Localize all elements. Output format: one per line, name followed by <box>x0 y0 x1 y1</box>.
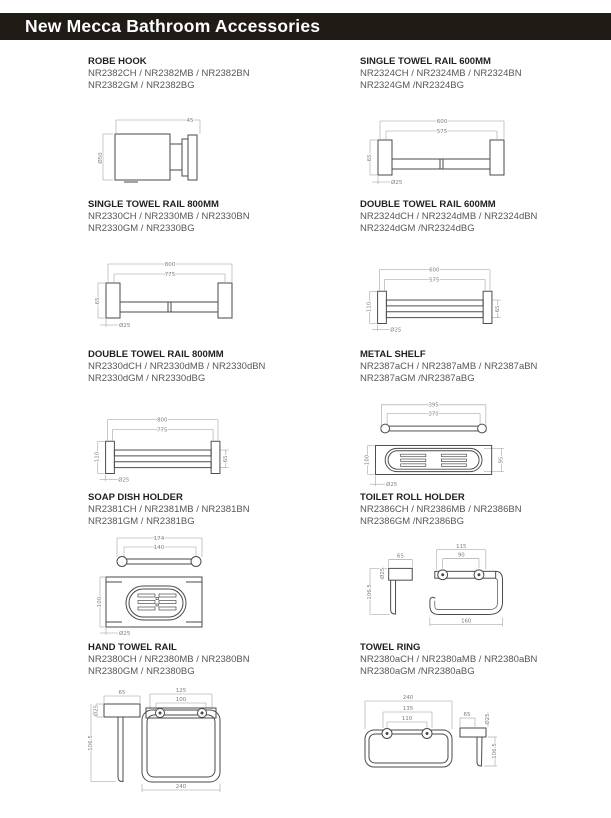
product-card-hand-towel-rail <box>88 642 360 799</box>
dimension-label: 45 <box>186 118 194 124</box>
dimension-label: 100 <box>175 697 187 703</box>
dimension-label: 65 <box>367 154 373 162</box>
technical-drawing-metal-shelf <box>360 397 573 492</box>
object-lines <box>106 283 232 318</box>
technical-drawing-single-rail-800 <box>88 251 288 343</box>
dimension-label: 800 <box>164 262 176 268</box>
product-title: TOWEL RING <box>360 642 421 653</box>
product-card-metal-shelf <box>360 349 611 492</box>
product-card-double-towel-rail-600 <box>360 199 611 349</box>
dimension-label: 115 <box>456 543 467 550</box>
dimension-label: Ø25 <box>118 477 130 484</box>
product-codes-line: NR2324CH / NR2324MB / NR2324BN <box>360 68 522 79</box>
product-card-single-towel-rail-600 <box>360 56 611 199</box>
product-codes-line: NR2380GM / NR2380BG <box>88 666 195 677</box>
dimension-label: Ø25 <box>485 713 491 725</box>
dimension-label: Ø25 <box>390 327 402 334</box>
product-card-soap-dish-holder <box>88 492 360 642</box>
product-title: METAL SHELF <box>360 349 426 360</box>
dimension-label: 106.5 <box>492 743 498 759</box>
product-card-double-towel-rail-800 <box>88 349 360 492</box>
product-card-robe-hook <box>88 56 360 199</box>
dish-slots <box>138 594 176 610</box>
product-codes-line: NR2380aCH / NR2380aMB / NR2380aBN <box>360 654 538 665</box>
dimension-label: Ø25 <box>93 704 100 717</box>
object-lines <box>115 134 197 182</box>
dimension-label: 240 <box>175 784 187 790</box>
product-codes-line: NR2330dGM / NR2330dBG <box>88 373 206 384</box>
technical-drawing-single-rail-600 <box>360 108 560 199</box>
product-codes-line: NR2382GM / NR2382BG <box>88 80 195 91</box>
technical-drawing-toilet-roll-holder <box>360 536 542 642</box>
object-lines <box>389 568 503 614</box>
dimension-label: 106.5 <box>367 584 374 600</box>
dimension-label: 135 <box>402 706 414 712</box>
dimension-label: Ø25 <box>119 631 131 637</box>
dimension-label: 395 <box>428 402 439 409</box>
page-title: New Mecca Bathroom Accessories <box>25 16 321 36</box>
dimension-label: 100 <box>97 596 103 608</box>
product-title: DOUBLE TOWEL RAIL 600MM <box>360 199 496 210</box>
dimension-label: 800 <box>157 417 168 424</box>
product-card-toilet-roll-holder <box>360 492 611 642</box>
dimension-label: Ø25 <box>391 180 403 186</box>
dimension-label: 65 <box>222 455 229 463</box>
product-codes-line: NR2324dCH / NR2324dMB / NR2324dBN <box>360 211 538 222</box>
dimension-label: Ø25 <box>119 323 131 329</box>
product-codes-line: NR2387aGM /NR2387aBG <box>360 373 475 384</box>
technical-drawing-soap-dish <box>92 532 252 640</box>
product-codes-line: NR2380aGM /NR2380aBG <box>360 666 475 677</box>
dimension-label: 575 <box>436 129 448 135</box>
shelf-slots <box>401 454 467 466</box>
dimension-label: 140 <box>153 545 165 551</box>
product-title: TOILET ROLL HOLDER <box>360 492 465 503</box>
dimension-label: 160 <box>461 618 472 625</box>
object-lines <box>106 557 202 628</box>
dimension-lines <box>103 120 200 180</box>
object-lines <box>365 728 486 767</box>
dimension-label: Ø50 <box>98 152 104 164</box>
product-title: SOAP DISH HOLDER <box>88 492 183 503</box>
dimension-label: 110 <box>401 716 413 722</box>
page-header <box>0 13 611 40</box>
product-title: SINGLE TOWEL RAIL 600MM <box>360 56 491 67</box>
dimension-label: 775 <box>164 272 176 278</box>
object-lines <box>104 704 220 782</box>
product-codes-line: NR2330GM / NR2330BG <box>88 223 195 234</box>
product-codes-line: NR2387aCH / NR2387aMB / NR2387aBN <box>360 361 538 372</box>
product-codes-line: NR2324GM /NR2324BG <box>360 80 465 91</box>
dimension-label: 95 <box>498 456 505 464</box>
product-grid <box>88 56 611 799</box>
dimension-label: 575 <box>429 277 440 284</box>
product-codes-line: NR2324dGM /NR2324dBG <box>360 223 475 234</box>
dimension-label: 240 <box>402 695 414 701</box>
dimension-label: Ø25 <box>379 567 386 579</box>
product-card-single-towel-rail-800 <box>88 199 360 349</box>
dimension-label: 106.5 <box>88 735 94 751</box>
product-card-towel-ring <box>360 642 611 799</box>
product-codes-line: NR2330dCH / NR2330dMB / NR2330dBN <box>88 361 266 372</box>
product-title: ROBE HOOK <box>88 56 147 67</box>
technical-drawing-double-rail-600 <box>360 255 575 348</box>
technical-drawing-towel-ring <box>360 688 545 798</box>
object-lines <box>375 424 491 474</box>
object-lines <box>378 140 504 175</box>
product-codes-line: NR2381CH / NR2381MB / NR2381BN <box>88 504 250 515</box>
dimension-label: 775 <box>157 427 168 434</box>
product-codes-line: NR2382CH / NR2382MB / NR2382BN <box>88 68 250 79</box>
product-codes-line: NR2330CH / NR2330MB / NR2330BN <box>88 211 250 222</box>
dimension-label: 65 <box>397 553 404 560</box>
technical-drawing-robe-hook <box>88 108 238 196</box>
dimension-label: 370 <box>428 411 439 418</box>
dimension-label: 174 <box>153 536 165 542</box>
technical-drawing-double-rail-800 <box>88 405 303 492</box>
product-title: SINGLE TOWEL RAIL 800MM <box>88 199 219 210</box>
dimension-label: 125 <box>175 688 187 694</box>
dimension-label: 600 <box>429 267 440 274</box>
product-codes-line: NR2386CH / NR2386MB / NR2386BN <box>360 504 522 515</box>
product-title: DOUBLE TOWEL RAIL 800MM <box>88 349 224 360</box>
dimension-label: 100 <box>364 454 371 466</box>
dimension-label: 65 <box>463 712 471 718</box>
dimension-label: 600 <box>436 119 448 125</box>
dimension-label: 65 <box>118 690 126 696</box>
product-codes-line: NR2381GM / NR2381BG <box>88 516 195 527</box>
dimension-label: 65 <box>95 297 101 305</box>
product-title: HAND TOWEL RAIL <box>88 642 177 653</box>
object-lines <box>378 291 492 323</box>
object-lines-inner <box>435 578 498 609</box>
dimension-label: 110 <box>94 451 101 462</box>
dimension-label: 90 <box>457 552 465 559</box>
dimension-label: 65 <box>494 305 501 313</box>
dimension-label: 110 <box>366 301 373 312</box>
product-codes-line: NR2380CH / NR2380MB / NR2380BN <box>88 654 250 665</box>
dimension-label: Ø25 <box>386 482 398 489</box>
object-lines <box>106 441 220 473</box>
product-codes-line: NR2386GM /NR2386BG <box>360 516 465 527</box>
technical-drawing-hand-towel-rail <box>88 686 263 798</box>
